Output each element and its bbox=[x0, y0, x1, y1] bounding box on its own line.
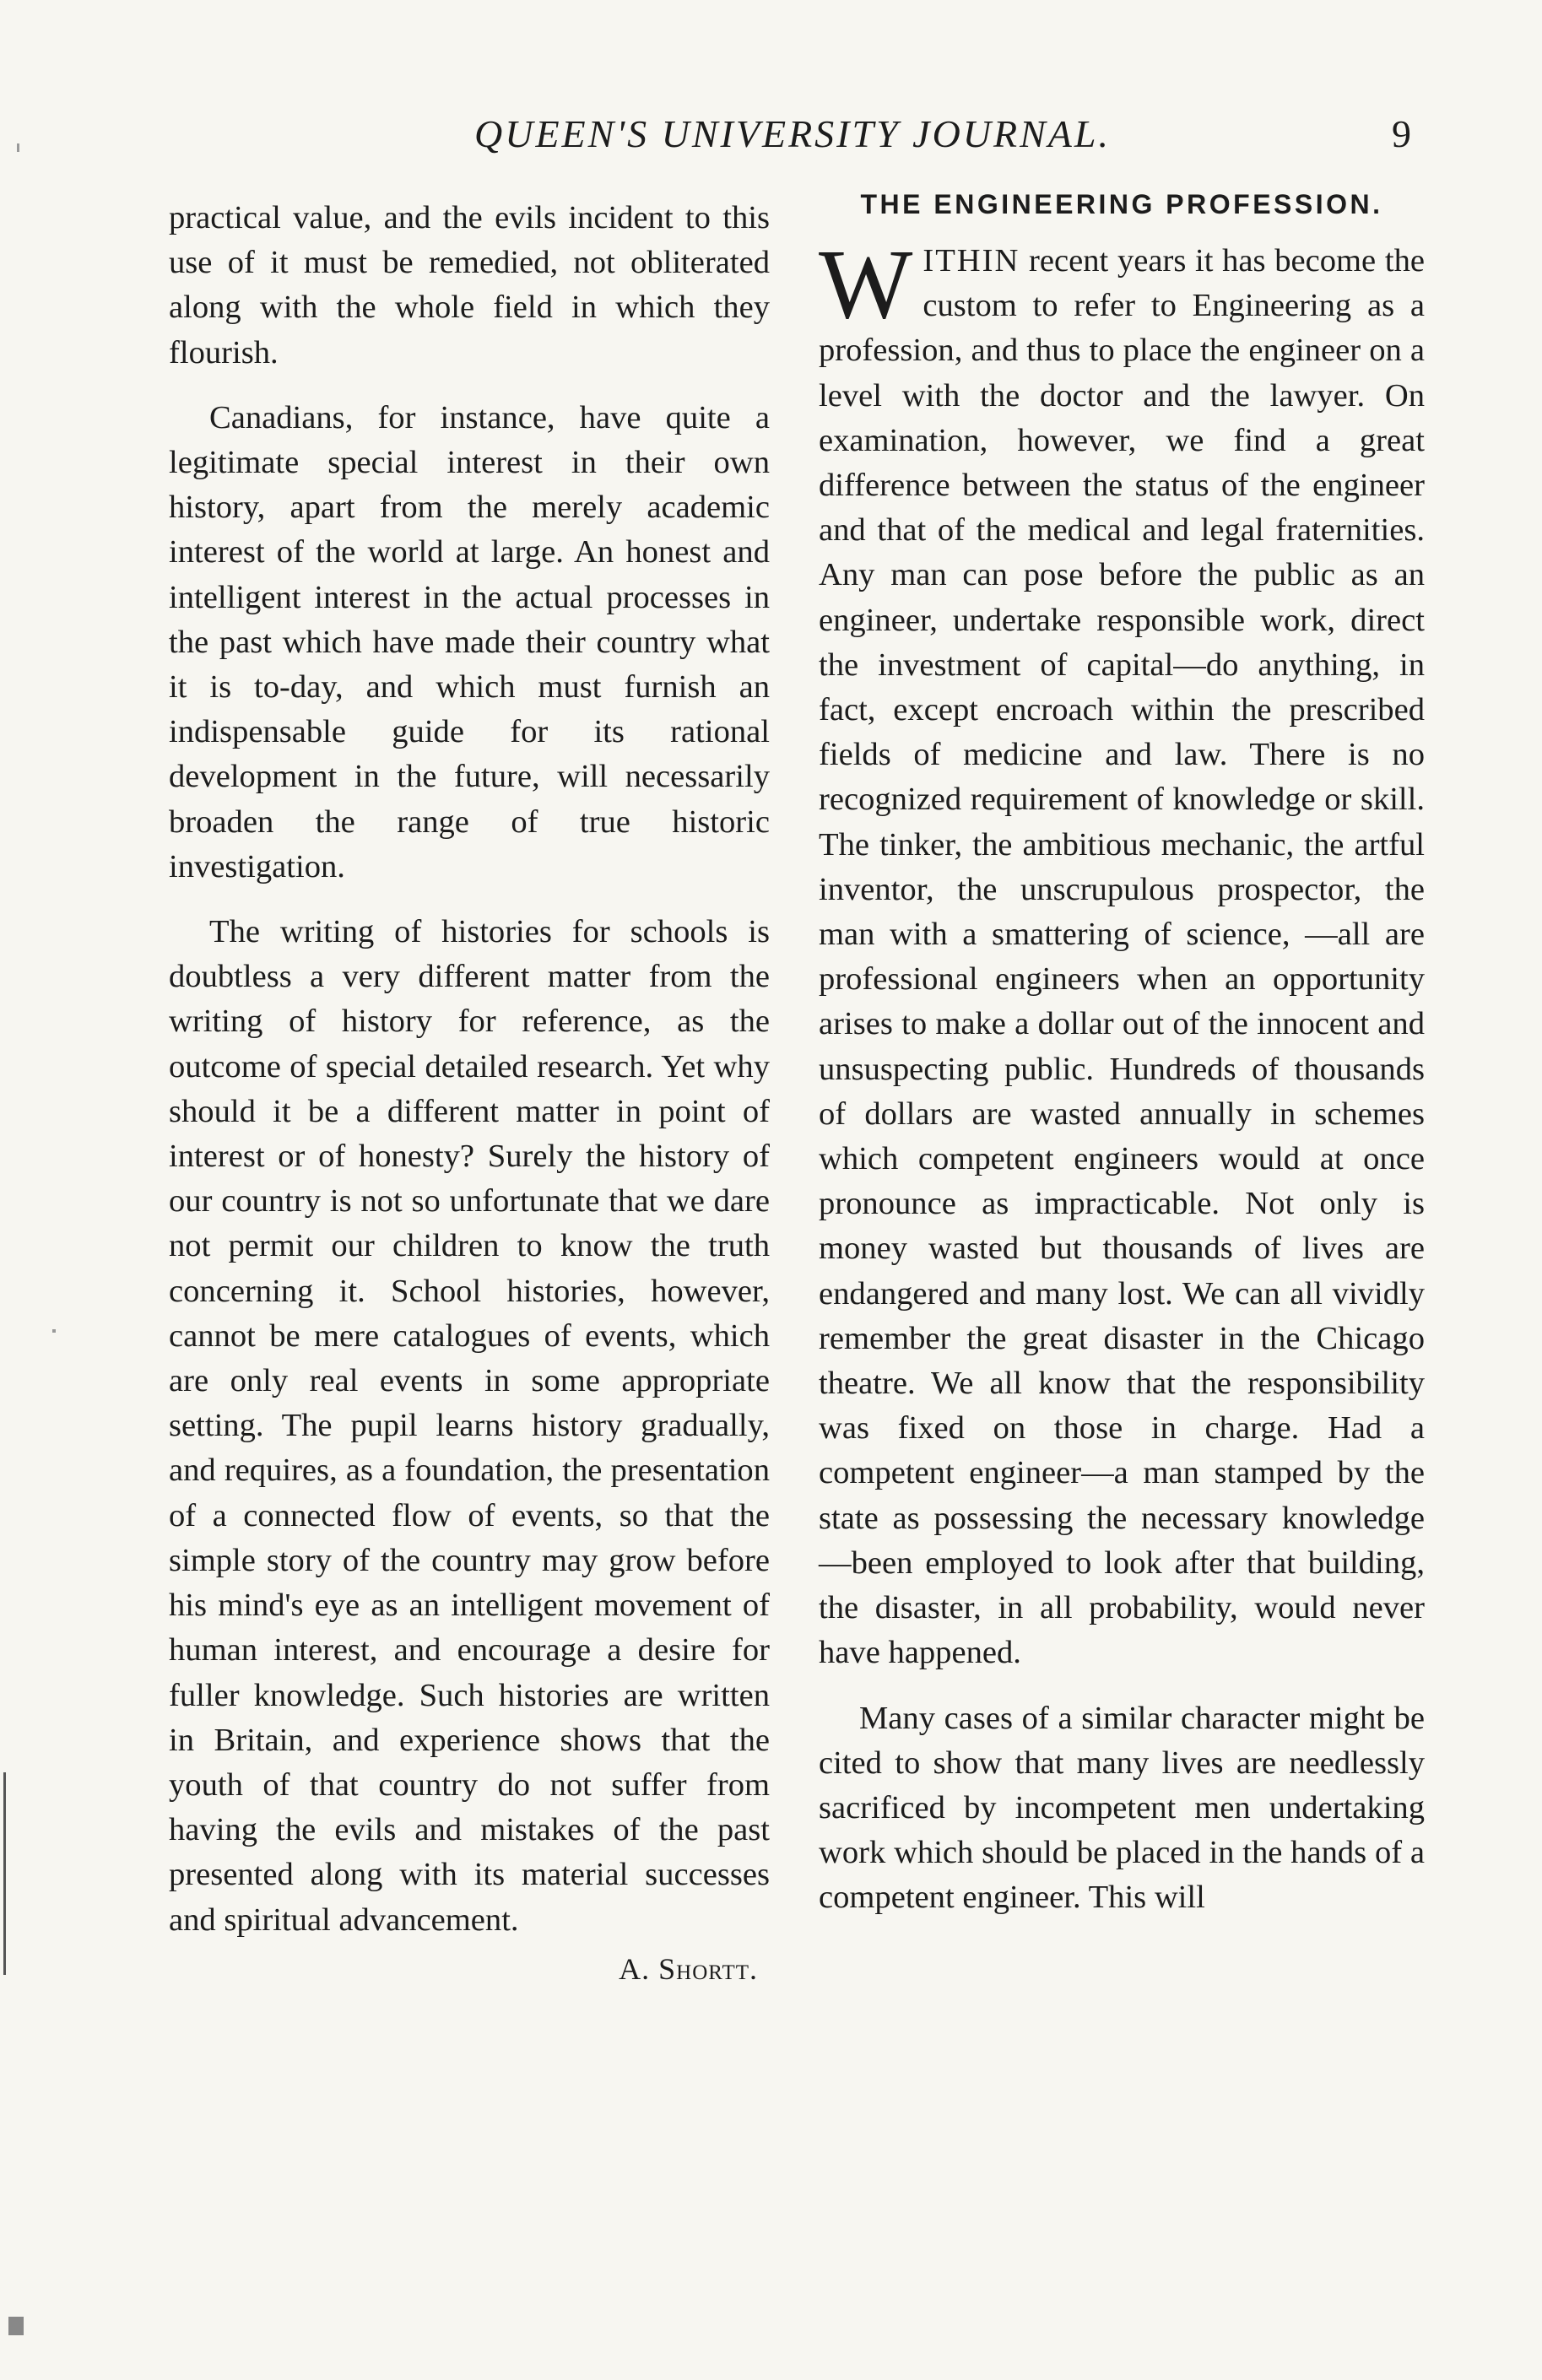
left-paragraph-3: The writing of histories for schools is doubtless a very different matter from the writing of history for reference, as the outcome of special detailed research. Yet why should it be a different matter in point of interest or of honesty? Surely the history of our country is not so unfortunate that we dare not permit our children to know the truth concerning it. School histories, however, cannot be mere catalogues of events, which are only real events in some appropriate setting. The pupil learns history gradually, and requires, as a foundation, the presentation of a connected flow of events, so that the simple story of the country may grow before his mind's eye as an intelligent movement of human interest, and encourage a desire for fuller knowledge. Such histories are written in Britain, and experience shows that the youth of that country do not suffer from having the evils and mistakes of the past presented along with its material successes and spiritual advancement. bbox=[169, 914, 770, 1938]
scan-margin-marks bbox=[0, 0, 101, 2380]
opening-word: ITHIN bbox=[922, 243, 1020, 279]
right-column bbox=[819, 189, 1425, 1941]
right-paragraph-2: Many cases of a similar character might be cited to show that many lives are needlessly sacrificed by incompetent men undertaking work which should be placed in the hands of a competent engineer. This will bbox=[819, 1700, 1425, 1916]
page-number: 9 bbox=[1392, 112, 1411, 155]
right-paragraph-1-text: recent years it has become the custom to refer to Engineering as a profession, and thus to place the engineer on a level with the doctor and the lawyer. On examination, however, we find a great difference between the status of the engineer and that of the medical and legal fraternities. Any man can pose before the public as an engineer, undertake responsible work, direct the investment of capital—do anything, in fact, except encroach within the prescribed fields of medicine and law. There is no recognized requirement of knowledge or skill. The tinker, the ambitious mechanic, the artful inventor, the unscrupulous prospector, the man with a smattering of science, —all are professional engineers when an opportunity arises to make a dollar out of the innocent and unsuspecting public. Hundreds of thousands of dollars are wasted annually in schemes which competent engineers would at once pronounce as impracticable. Not only is money wasted but thousands of lives are endangered and many lost. We can all vividly remember the great disaster in the Chicago theatre. We all know that the responsibility was fixed on those in charge. Had a competent engineer—a man stamped by the state as possessing the necessary knowledge—been employed to look after that building, the disaster, in all probability, would never have happened. bbox=[819, 243, 1425, 1671]
right-paragraph-1 bbox=[819, 229, 1425, 1676]
running-head: QUEEN'S UNIVERSITY JOURNAL. bbox=[474, 112, 1111, 155]
left-column bbox=[169, 196, 770, 1990]
left-paragraph-1: practical value, and the evils incident to this use of it must be remedied, not obliterated along with the whole field in which they flourish. bbox=[169, 200, 770, 371]
left-paragraph-2: Canadians, for instance, have quite a legitimate special interest in their own history, apart from the merely academic interest of the world at large. An honest and intelligent interest in the actual processes in the past which have made their country what it is to-day, and which must furnish an indispensable guide for its rational development in the future, will necessarily broaden the range of true historic investigation. bbox=[169, 399, 770, 884]
author-signature: A. Shortt. bbox=[619, 1951, 758, 1986]
article-title: THE ENGINEERING PROFESSION. bbox=[860, 189, 1383, 219]
drop-cap: W bbox=[819, 229, 913, 339]
page-header bbox=[169, 111, 1426, 165]
